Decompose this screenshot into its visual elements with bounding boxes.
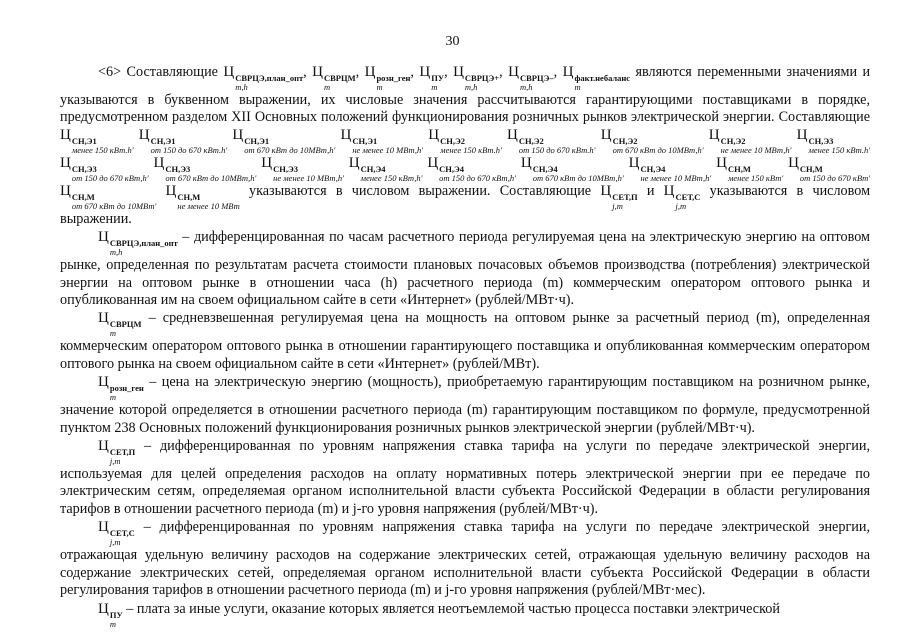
formula-symbol: Ц СВРЦЭ,план_опт m,h (98, 229, 178, 258)
definition-paragraph (60, 310, 870, 373)
formula-symbol: Ц СН,М не менее 10 МВт (165, 182, 240, 211)
formula-symbol: Ц СН,Э4 от 150 до 670 кВт,h' (427, 154, 516, 183)
formula-symbol: Ц СЕТ,С j,m (98, 519, 135, 548)
definition-paragraph (60, 519, 870, 599)
formula-symbol: Ц СН,Э3 от 150 до 670 кВт,h' (60, 154, 149, 183)
text-run: указываются в числовом выражении. Составляющие (248, 182, 592, 199)
formula-symbol: Ц СН,М от 150 до 670 кВт' (788, 154, 871, 183)
formula-symbol: Ц СН,Э1 менее 150 кВт.h' (60, 126, 134, 155)
paragraph-6: <6> Составляющие Ц СВРЦЭ,план_опт m,h , Ц СВРЦМ m , Ц розн_ген m , Ц ПУ m , Ц СВРЦЭ+ m,h , Ц СВРЦЭ– m,h , Ц факт.небаланс m являются переменными значениями и указываются в буквенном выражении, их числовые значения рассчитываются гарантирующими поставщиками в порядке, предусмотренном разделом XII Основных положений функционирования розничных рынков электрической энергии. Составляющие Ц СН,Э1 менее 150 кВт.h' Ц СН,Э1 от 150 до 670 кВт.h' Ц СН,Э1 от 670 кВт до 10МВт,h' Ц СН,Э1 не менее 10 МВт,h' Ц СН,Э2 менее 150 кВт.h' Ц СН,Э2 от 150 до 670 кВт.h' Ц СН,Э2 от 670 кВт до 10МВт,h' Ц СН,Э2 не менее 10 МВт,h' Ц СН,Э3 менее 150 кВт.h' Ц СН,Э3 от 150 до 670 кВт,h' Ц СН,Э3 от 670 кВт до 10МВт,h' Ц СН,Э3 не менее 10 МВт,h' Ц СН,Э4 менее 150 кВт,h' Ц СН,Э4 от 150 до 670 кВт,h' Ц СН,Э4 от 670 кВт до 10МВт,h' Ц СН,Э4 не менее 10 МВт,h' Ц СН,М менее 150 кВт' Ц СН,М от 150 до 670 кВт' Ц СН,М от 670 кВт до 10МВт' Ц СН,М не менее 10 МВт указываются в числовом выражении. Составляющие Ц СЕТ,П j,m и Ц СЕТ,С j,m указываются в числовом выражении. (60, 64, 871, 227)
formula-symbol: Ц СН,Э4 менее 150 кВт,h' (348, 154, 423, 183)
formula-symbol: Ц розн_ген m (98, 374, 144, 403)
definition-text: – цена на электрическую энергию (мощность), приобретаемую гарантирующим поставщиком на розничном рынке, значение которой определяется в отношении расчетного периода (m) гарантирующим поставщиком по формуле, предусмотренной пунктом 238 Основных положений функционирования розничных рынков электрической энергии (рублей/МВт·ч). (60, 374, 870, 436)
formula-symbol: Ц СВРЦЭ,план_опт m,h (223, 64, 304, 92)
formula-symbol: Ц СЕТ,П j,m (600, 182, 638, 211)
formula-symbol: Ц СН,Э2 от 150 до 670 кВт.h' (507, 126, 596, 155)
text-run: Составляющие (778, 109, 871, 126)
formula-symbol: Ц СН,Э3 от 670 кВт до 10МВт,h' (153, 154, 257, 183)
formula-symbol: Ц СН,Э1 от 670 кВт до 10МВт,h' (232, 126, 336, 155)
text-run: являются переменными значениями и указываются в буквенном выражении, их числовые значения рассчитываются гарантирующими поставщиками в порядке, предусмотренном разделом XII Основных положений функционирования розничных рынков электрической энергии. (60, 64, 871, 126)
formula-symbol: Ц СН,Э2 от 670 кВт до 10МВт,h' (600, 126, 704, 155)
page-number: 30 (445, 34, 460, 49)
formula-symbol: Ц СН,Э2 не менее 10 МВт,h' (708, 126, 792, 155)
text-run: указываются в числовом выражении. (60, 182, 871, 227)
definition-text: – средневзвешенная регулируемая цена на мощность на оптовом рынке за расчетный период (m), определенная коммерческим оператором оптового рынка в отношении гарантирующего поставщика и опубликованная коммерческим оператором оптового рынка на своем официальном сайте в сети «Интернет» (рублей/МВт). (60, 310, 870, 372)
definition-text: – дифференцированная по уровням напряжения ставка тарифа на услуги по передаче электрической энергии, отражающая удельную величину расходов на содержание электрических сетей, отражающая удельную величину расходов на содержание электрических сетей, определяемая органом исполнительной власти субъекта Российской Федерации в области регулирования тарифов в отношении расчетного периода (m) и j-го уровня напряжения (рублей/МВт·мес). (60, 519, 870, 599)
formula-symbol: Ц СН,М от 670 кВт до 10МВт' (60, 182, 157, 211)
formula-symbol: Ц СН,Э3 не менее 10 МВт,h' (261, 154, 344, 183)
formula-symbol: Ц розн_ген m (364, 64, 411, 92)
formula-symbol: Ц СЕТ,С j,m (663, 182, 701, 211)
formula-symbol: Ц ПУ m (419, 64, 445, 92)
formula-symbol: Ц СЕТ,П j,m (98, 438, 136, 467)
text-run: и (646, 182, 655, 199)
text-run: Составляющие (126, 64, 218, 80)
definition-paragraph (60, 438, 870, 518)
definitions (60, 229, 870, 628)
formula-symbol: Ц СН,Э2 менее 150 кВт.h' (428, 126, 502, 155)
formula-symbol: Ц ПУ m (98, 600, 123, 629)
formula-symbol: Ц СН,Э1 не менее 10 МВт,h' (340, 126, 424, 155)
formula-symbol: Ц СН,Э1 от 150 до 670 кВт.h' (138, 126, 228, 155)
formula-symbol: Ц СН,Э4 от 670 кВт до 10МВт,h' (520, 154, 624, 183)
definition-text: – дифференцированная по уровням напряжения ставка тарифа на услуги по передаче электрической энергии, используемая для целей определения расходов на оплату нормативных потерь электрической энергии при ее передаче по электрическим сетям, определяемая органом исполнительной власти субъекта Российской Федерации в области регулирования тарифов в отношении расчетного периода (m) и j-го уровня напряжения (рублей/МВт·ч). (60, 438, 870, 517)
definition-text: – плата за иные услуги, оказание которых является неотъемлемой частью процесса поставки электрической (122, 600, 780, 617)
formula-symbol: Ц СВРЦЭ+ m,h (453, 64, 500, 92)
definition-paragraph (60, 601, 870, 629)
formula-symbol: Ц СН,Э4 не менее 10 МВт,h' (628, 154, 712, 183)
formula-symbol: Ц СВРЦМ m (98, 310, 142, 339)
paragraph-number: <6> (98, 64, 122, 80)
page-body (60, 64, 870, 629)
formula-symbol: Ц СН,М менее 150 кВт' (716, 154, 784, 183)
formula-symbol: Ц СВРЦЭ– m,h (508, 64, 554, 92)
definition-text: – дифференцированная по часам расчетного периода регулируемая цена на электрическую энергию на оптовом рынке, определенная по результатам расчета стоимости плановых почасовых объемов производства (потребления) электрической энергии на оптовом рынке в отношении часа (h) расчетного периода (m) коммерческим оператором оптового рынка и опубликованная им на своем официальном сайте в сети «Интернет» (рублей/МВт·ч). (60, 229, 870, 309)
definition-paragraph (60, 374, 870, 437)
formula-symbol: Ц факт.небаланс m (562, 64, 631, 92)
formula-symbol: Ц СН,Э3 менее 150 кВт.h' (796, 126, 871, 155)
formula-symbol: Ц СВРЦМ m (312, 64, 356, 92)
definition-paragraph (60, 229, 870, 309)
